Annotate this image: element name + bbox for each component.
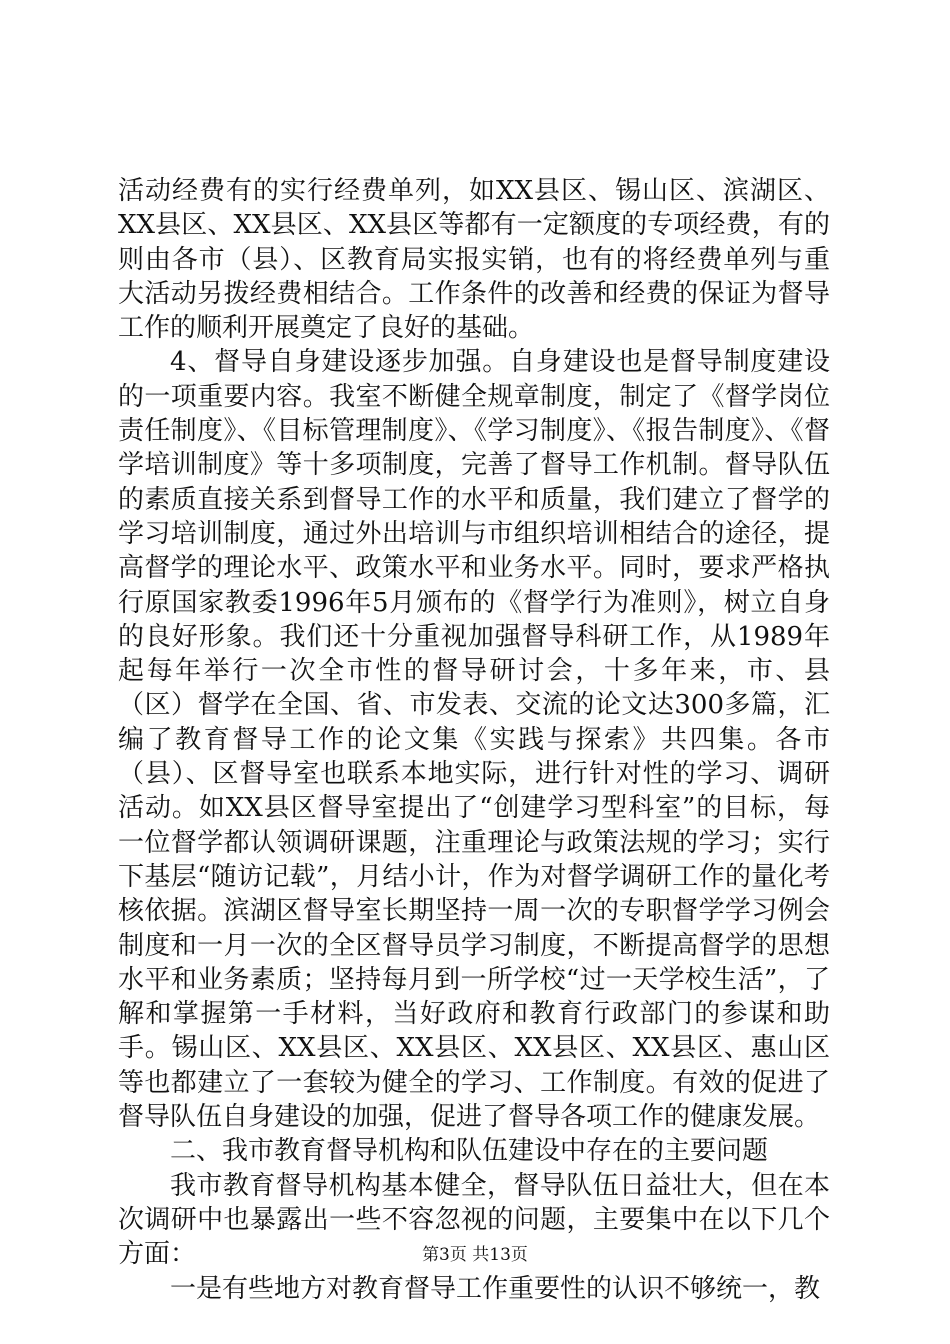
- section-heading-problems: 二、我市教育督导机构和队伍建设中存在的主要问题: [170, 1136, 769, 1167]
- paragraph-problems-intro: 我市教育督导机构基本健全，督导队伍日益壮大，但在本次调研中也暴露出一些不容忽视的问题，主要集中在以下几个方面：: [118, 1170, 830, 1270]
- paragraph-self-building: 4、督导自身建设逐步加强。自身建设也是督导制度建设的一项重要内容。我室不断健全规章制度，制定了《督学岗位责任制度》、《目标管理制度》、《学习制度》、《报告制度》、《督学培训制度》等十多项制度，完善了督导工作机制。督导队伍的素质直接关系到督导工作的水平和质量，我们建立了督学的学习培训制度，通过外出培训与市组织培训相结合的途径，提高督学的理论水平、政策水平和业务水平。同时，要求严格执行原国家教委1996年5月颁布的《督学行为准则》，树立自身的良好形象。我们还十分重视加强督导科研工作，从1989年起每年举行一次全市性的督导研讨会，十多年来，市、县（区）督学在全国、省、市发表、交流的论文达300多篇，汇编了教育督导工作的论文集《实践与探索》共四集。各市（县）、区督导室也联系本地实际，进行针对性的学习、调研活动。如XX县区督导室提出了“创建学习型科室”的目标，每一位督学都认领调研课题，注重理论与政策法规的学习；实行下基层“随访记载”，月结小计，作为对督学调研工作的量化考核依据。滨湖区督导室长期坚持一周一次的专职督学学习例会制度和一月一次的全区督导员学习制度，不断提高督学的思想水平和业务素质；坚持每月到一所学校“过一天学校生活”，了解和掌握第一手材料，当好政府和教育行政部门的参谋和助手。锡山区、XX县区、XX县区、XX县区、XX县区、惠山区等也都建立了一套较为健全的学习、工作制度。有效的促进了督导队伍自身建设的加强，促进了督导各项工作的健康发展。: [118, 347, 830, 1133]
- paragraph-funding: 活动经费有的实行经费单列，如XX县区、锡山区、滨湖区、XX县区、XX县区、XX县区等都有一定额度的专项经费，有的则由各市（县）、区教育局实报实销，也有的将经费单列与重大活动另拨经费相结合。工作条件的改善和经费的保证为督导工作的顺利开展奠定了良好的基础。: [118, 176, 830, 344]
- paragraph-problem-one: 一是有些地方对教育督导工作重要性的认识不够统一，教: [170, 1273, 821, 1304]
- page-number-footer: 第3页 共13页: [422, 1245, 528, 1265]
- document-body: [118, 174, 830, 1306]
